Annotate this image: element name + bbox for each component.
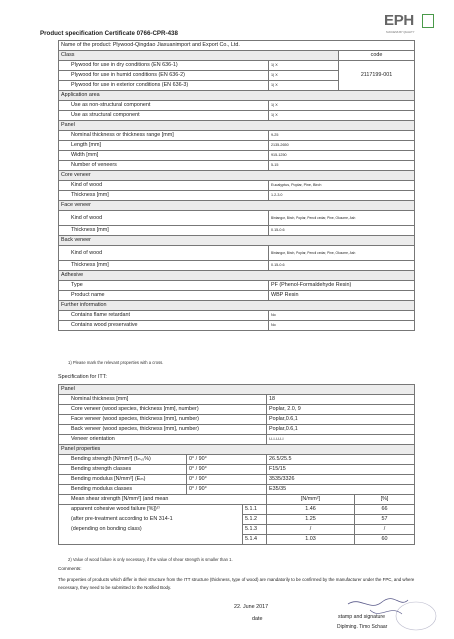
shear-pct-4: 60 <box>355 535 415 545</box>
back-kind-label: Kind of wood <box>59 246 269 261</box>
adhesive-product-label: Product name <box>59 291 269 301</box>
logo-text: EPH <box>384 12 414 29</box>
product-spec-table <box>58 40 415 331</box>
panel-properties-header: Panel properties <box>59 445 415 455</box>
shear-label-spacer <box>59 535 243 545</box>
shear-clause-4: 5.1.4 <box>243 535 267 545</box>
stamp-signature-label: stamp and signature <box>338 614 386 620</box>
face-veneer-header: Face veneer <box>59 201 415 211</box>
panel-value-veneers: 5-15 <box>269 161 415 171</box>
app-mark-structural: 1) X <box>269 111 415 121</box>
bending-modulus-classes-angle: 0° / 90° <box>187 485 267 495</box>
panel-value-length: 2135-2650 <box>269 141 415 151</box>
core-veneer-header: Core veneer <box>59 171 415 181</box>
shear-col-strength: [N/mm²] <box>267 495 355 505</box>
bending-modulus-classes-value: E35/35 <box>267 485 415 495</box>
app-row-structural: Use as structural component <box>59 111 269 121</box>
further-info-header: Further information <box>59 301 415 311</box>
panel-row-length: Length [mm] <box>59 141 269 151</box>
shear-pct-1: 66 <box>355 505 415 515</box>
bending-modulus-classes-label: Bending modulus classes <box>59 485 187 495</box>
bending-modulus-value: 3535/3326 <box>267 475 415 485</box>
spec-orientation-label: Veneer orientation <box>59 435 267 445</box>
spec-core-value: Poplar, 2.0, 9 <box>267 405 415 415</box>
code-value: 2117199-001 <box>339 61 415 91</box>
spec-core-label: Core veneer (wood species, thickness [mm], number) <box>59 405 267 415</box>
bending-strength-label: Bending strength [N/mm²] (fₘ,₅%) <box>59 455 187 465</box>
panel-value-thickness: 9-25 <box>269 131 415 141</box>
shear-label-line-2: apparent cohesive wood failure [%])²⁾ <box>59 505 243 515</box>
shear-strength-4: 1.03 <box>267 535 355 545</box>
core-thickness-label: Thickness [mm] <box>59 191 269 201</box>
bending-strength-classes-angle: 0° / 90° <box>187 465 267 475</box>
shear-label-line-3: (after pre-treatment according to EN 314-1 <box>59 515 243 525</box>
bending-strength-classes-value: F15/15 <box>267 465 415 475</box>
itt-spec-table <box>58 384 415 545</box>
logo-square-icon <box>422 14 434 28</box>
class-row-dry: Plywood for use in dry conditions (EN 636-1) <box>59 61 269 71</box>
application-header: Application area <box>59 91 415 101</box>
back-thickness-label: Thickness [mm] <box>59 261 269 271</box>
app-mark-nonstructural: 1) X <box>269 101 415 111</box>
signer-name: Diplming. Timo Schaar <box>337 624 388 630</box>
shear-clause-2: 5.1.2 <box>243 515 267 525</box>
date-value: 22. June 2017 <box>234 604 269 610</box>
back-veneer-header: Back veneer <box>59 236 415 246</box>
shear-pct-2: 57 <box>355 515 415 525</box>
bending-strength-classes-label: Bending strength classes <box>59 465 187 475</box>
spec-face-value: Poplar,0.6,1 <box>267 415 415 425</box>
wood-preservative-label: Contains wood preservative <box>59 321 269 331</box>
core-thickness-value: 1.2-3.0 <box>269 191 415 201</box>
core-kind-label: Kind of wood <box>59 181 269 191</box>
face-kind-value: Bintangor, Birch, Poplar, Pencil cedar, Pine, Okoume, Ash <box>269 211 415 226</box>
adhesive-type-value: PF (Phenol-Formaldehyde Resin) <box>269 281 415 291</box>
date-label: date <box>252 616 263 622</box>
shear-clause-1: 5.1.1 <box>243 505 267 515</box>
face-kind-label: Kind of wood <box>59 211 269 226</box>
shear-label-line-1: Mean shear strength [N/mm²] (and mean <box>59 495 267 505</box>
spec-back-value: Poplar,0.6,1 <box>267 425 415 435</box>
panel-header: Panel <box>59 121 415 131</box>
bending-strength-value: 26.5/25.5 <box>267 455 415 465</box>
shear-strength-3: / <box>267 525 355 535</box>
adhesive-header: Adhesive <box>59 271 415 281</box>
spec-face-label: Face veneer (wood species, thickness [mm], number) <box>59 415 267 425</box>
eph-logo <box>384 12 440 38</box>
back-thickness-value: 0.15-0.6 <box>269 261 415 271</box>
face-thickness-value: 0.15-0.6 <box>269 226 415 236</box>
class-mark-humid: 1) X <box>269 71 339 81</box>
panel-value-width: 915-1250 <box>269 151 415 161</box>
shear-strength-2: 1.25 <box>267 515 355 525</box>
footnote-1: 1) Please mark the relevant properties with a cross. <box>68 360 164 365</box>
spec-panel-header: Panel <box>59 385 415 395</box>
class-header: Class <box>59 51 339 61</box>
core-kind-value: Eucalyptus, Poplar, Pine, Birch <box>269 181 415 191</box>
spec-orientation-value: I-I-I-I-I-I-I <box>267 435 415 445</box>
logo-tagline: SUCCESS BY QUALITY <box>386 31 415 34</box>
class-row-humid: Plywood for use in humid conditions (EN 636-2) <box>59 71 269 81</box>
adhesive-type-label: Type <box>59 281 269 291</box>
bending-modulus-label: Bending modulus [N/mm²] (Eₘ) <box>59 475 187 485</box>
panel-row-veneers: Number of veneers <box>59 161 269 171</box>
footnote-2: 2) Value of wood failure is only necessary, if the value of shear strength is smaller than 1. <box>68 557 233 562</box>
class-row-exterior: Plywood for use in exterior conditions (EN 636-3) <box>59 81 269 91</box>
flame-retardant-label: Contains flame retardant <box>59 311 269 321</box>
shear-pct-3: / <box>355 525 415 535</box>
back-kind-value: Bintangor, Birch, Poplar, Pencil cedar, Pine, Okoume, Ash <box>269 246 415 261</box>
certificate-title: Product specification Certificate 0766-CPR-438 <box>40 30 178 37</box>
comments-label: Comments: <box>58 566 82 571</box>
spec-thickness-value: 18 <box>267 395 415 405</box>
product-name: Name of the product: Plywood-Qingdao Jiaxuanimport and Export Co., Ltd. <box>59 41 415 51</box>
bending-modulus-angle: 0° / 90° <box>187 475 267 485</box>
shear-clause-3: 5.1.3 <box>243 525 267 535</box>
class-mark-exterior: 1) X <box>269 81 339 91</box>
code-header: code <box>339 51 415 61</box>
wood-preservative-value: No <box>269 321 415 331</box>
adhesive-product-value: WBP Resin <box>269 291 415 301</box>
spec-back-label: Back veneer (wood species, thickness [mm], number) <box>59 425 267 435</box>
spec-thickness-label: Nominal thickness [mm] <box>59 395 267 405</box>
panel-row-thickness: Nominal thickness or thickness range [mm] <box>59 131 269 141</box>
panel-row-width: Width [mm] <box>59 151 269 161</box>
shear-label-line-4: (depending on bonding class) <box>59 525 243 535</box>
bending-strength-angle: 0° / 90° <box>187 455 267 465</box>
comments-text: The properties of products which differ in their structure from the ITT structure (thickness, type of wood) are mandatorily to be confirmed by the manufacturer under the FPC, and where necessary, they need to be submitted to the Notified Body. <box>58 577 415 590</box>
flame-retardant-value: No <box>269 311 415 321</box>
class-mark-dry: 1) X <box>269 61 339 71</box>
face-thickness-label: Thickness [mm] <box>59 226 269 236</box>
shear-col-pct: [%] <box>355 495 415 505</box>
shear-strength-1: 1.46 <box>267 505 355 515</box>
app-row-nonstructural: Use as non-structural component <box>59 101 269 111</box>
itt-spec-header: Specification for ITT: <box>58 374 107 380</box>
